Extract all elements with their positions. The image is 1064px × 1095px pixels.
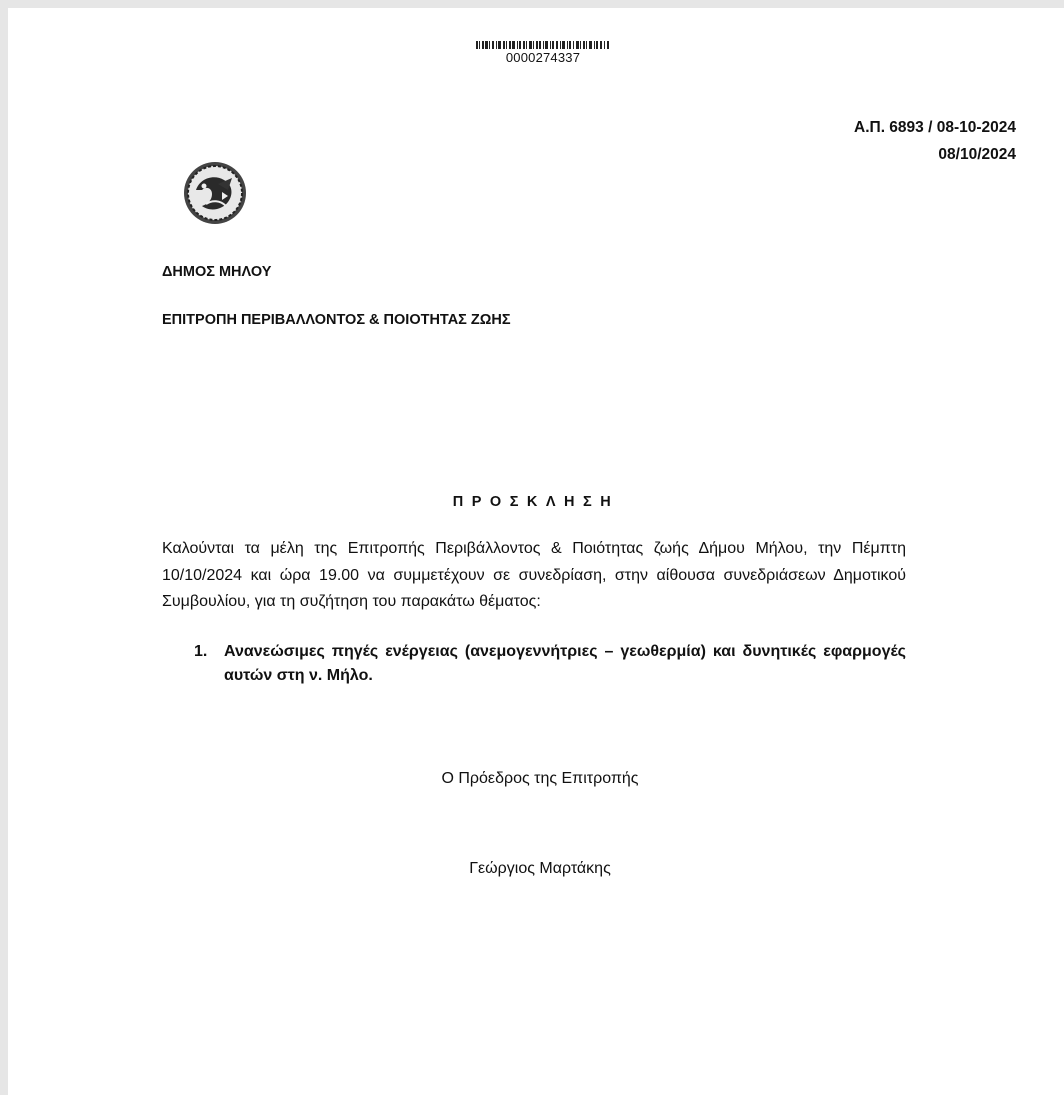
agenda-item-number: 1.: [194, 643, 208, 660]
signature-name: Γεώργιος Μαρτάκης: [469, 860, 611, 877]
protocol-number: Α.Π. 6893 / 08-10-2024: [854, 119, 1016, 136]
agenda-item-text: Ανανεώσιμες πηγές ενέργειας (ανεμογεννήτριες – γεωθερμία) και δυνητικές εφαρμογές αυτών στη ν. Μήλο.: [224, 643, 906, 684]
document-date: 08/10/2024: [938, 146, 1016, 163]
barcode-number: 0000274337: [505, 50, 581, 65]
document-heading: ΠΡΟΣΚΛΗΣΗ: [452, 494, 620, 510]
barcode-icon: [476, 40, 610, 50]
signature-role: Ο Πρόεδρος της Επιτροπής: [441, 770, 639, 787]
agenda-item: [194, 640, 906, 688]
reference-block: [854, 114, 1016, 168]
invitation-body: Καλούνται τα μέλη της Επιτροπής Περιβάλλοντος & Ποιότητας ζωής Δήμου Μήλου, την Πέμπτη 10/10/2024 και ώρα 19.00 να συμμετέχουν σε συνεδρίαση, στην αίθουσα συνεδριάσεων Δημοτικού Συμβουλίου, για τη συζήτηση του παρακάτω θέματος:: [162, 540, 906, 610]
municipal-seal-icon: [182, 160, 248, 226]
municipality-name: ΔΗΜΟΣ ΜΗΛΟΥ: [162, 264, 272, 280]
committee-name: ΕΠΙΤΡΟΠΗ ΠΕΡΙΒΑΛΛΟΝΤΟΣ & ΠΟΙΟΤΗΤΑΣ ΖΩΗΣ: [162, 312, 511, 328]
